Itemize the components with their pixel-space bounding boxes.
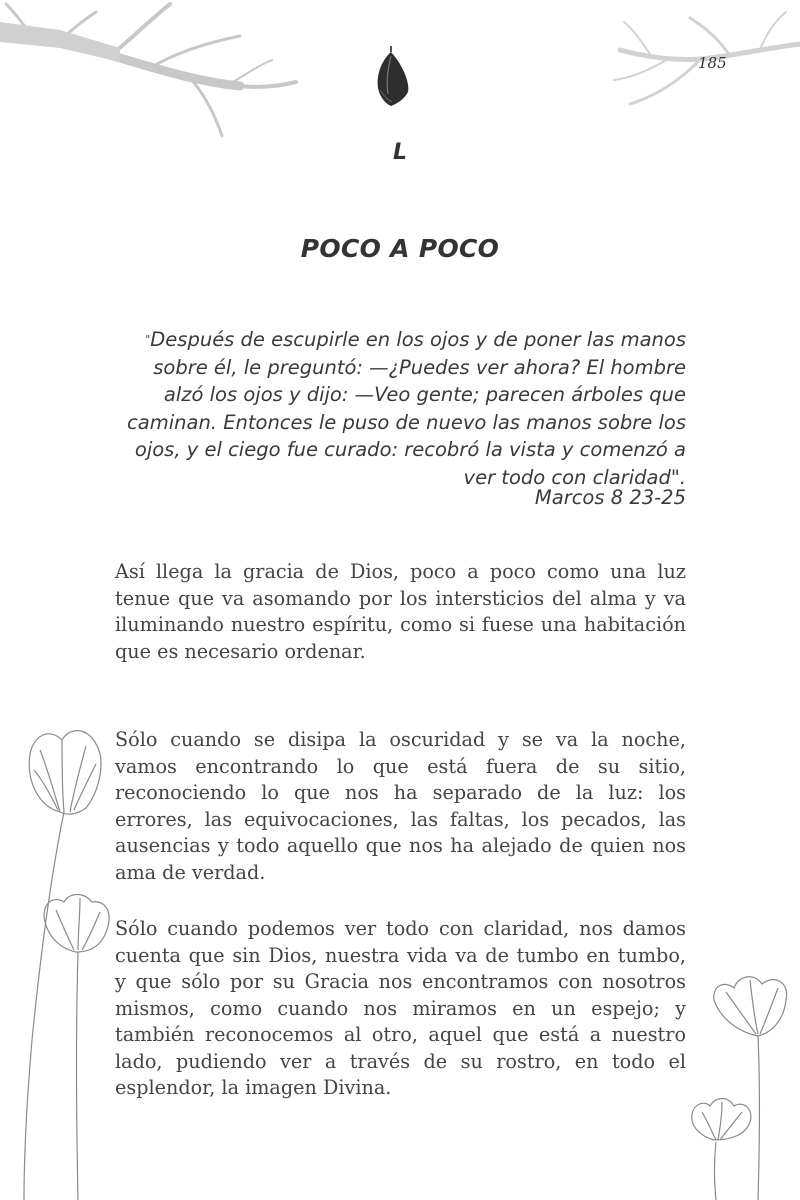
- epigraph-source: Marcos 8 23-25: [534, 486, 686, 509]
- hanging-bird-icon: [368, 46, 414, 108]
- chapter-title: POCO A POCO: [300, 234, 500, 263]
- epigraph-text: Después de escupirle en los ojos y de poner las manos sobre él, le preguntó: —¿Puedes ver ahora? El hombre alzó los ojos y dijo: —Veo gente; parecen árboles que caminan. Entonces le puso de nuevo las manos sobre los ojos, y el ciego fue curado: recobró la vista y comenzó a ver todo con claridad".: [127, 328, 686, 489]
- page-number: 185: [698, 54, 727, 72]
- body-paragraph: Sólo cuando se disipa la oscuridad y se va la noche, vamos encontrando lo que está fuera de su sitio, reconociendo lo que nos ha separado de la luz: los errores, las equivocaciones, las faltas, los pecados, las ausencias y todo aquello que nos ha alejado de quien nos ama de verdad.: [115, 728, 686, 884]
- opening-quote-mark: ": [145, 333, 151, 346]
- chapter-number: L: [392, 140, 408, 165]
- poppy-flowers-icon: [680, 960, 800, 1200]
- body-paragraph: Así llega la gracia de Dios, poco a poco como una luz tenue que va asomando por los intersticios del alma y va iluminando nuestro espíritu, como si fuese una habitación que es necesario ordenar.: [115, 560, 686, 663]
- body-paragraph: Sólo cuando podemos ver todo con claridad, nos damos cuenta que sin Dios, nuestra vida va de tumbo en tumbo, y que sólo por su Gracia nos encontramos con nosotros mismos, como cuando nos miramos en un espejo; y también reconocemos al otro, aquel que está a nuestro lado, pudiendo ver a través de su rostro, en todo el esplendor, la imagen Divina.: [115, 917, 686, 1099]
- epigraph-quote: [118, 326, 686, 491]
- tree-branch-icon: [0, 0, 300, 140]
- poppy-flowers-icon: [0, 720, 130, 1200]
